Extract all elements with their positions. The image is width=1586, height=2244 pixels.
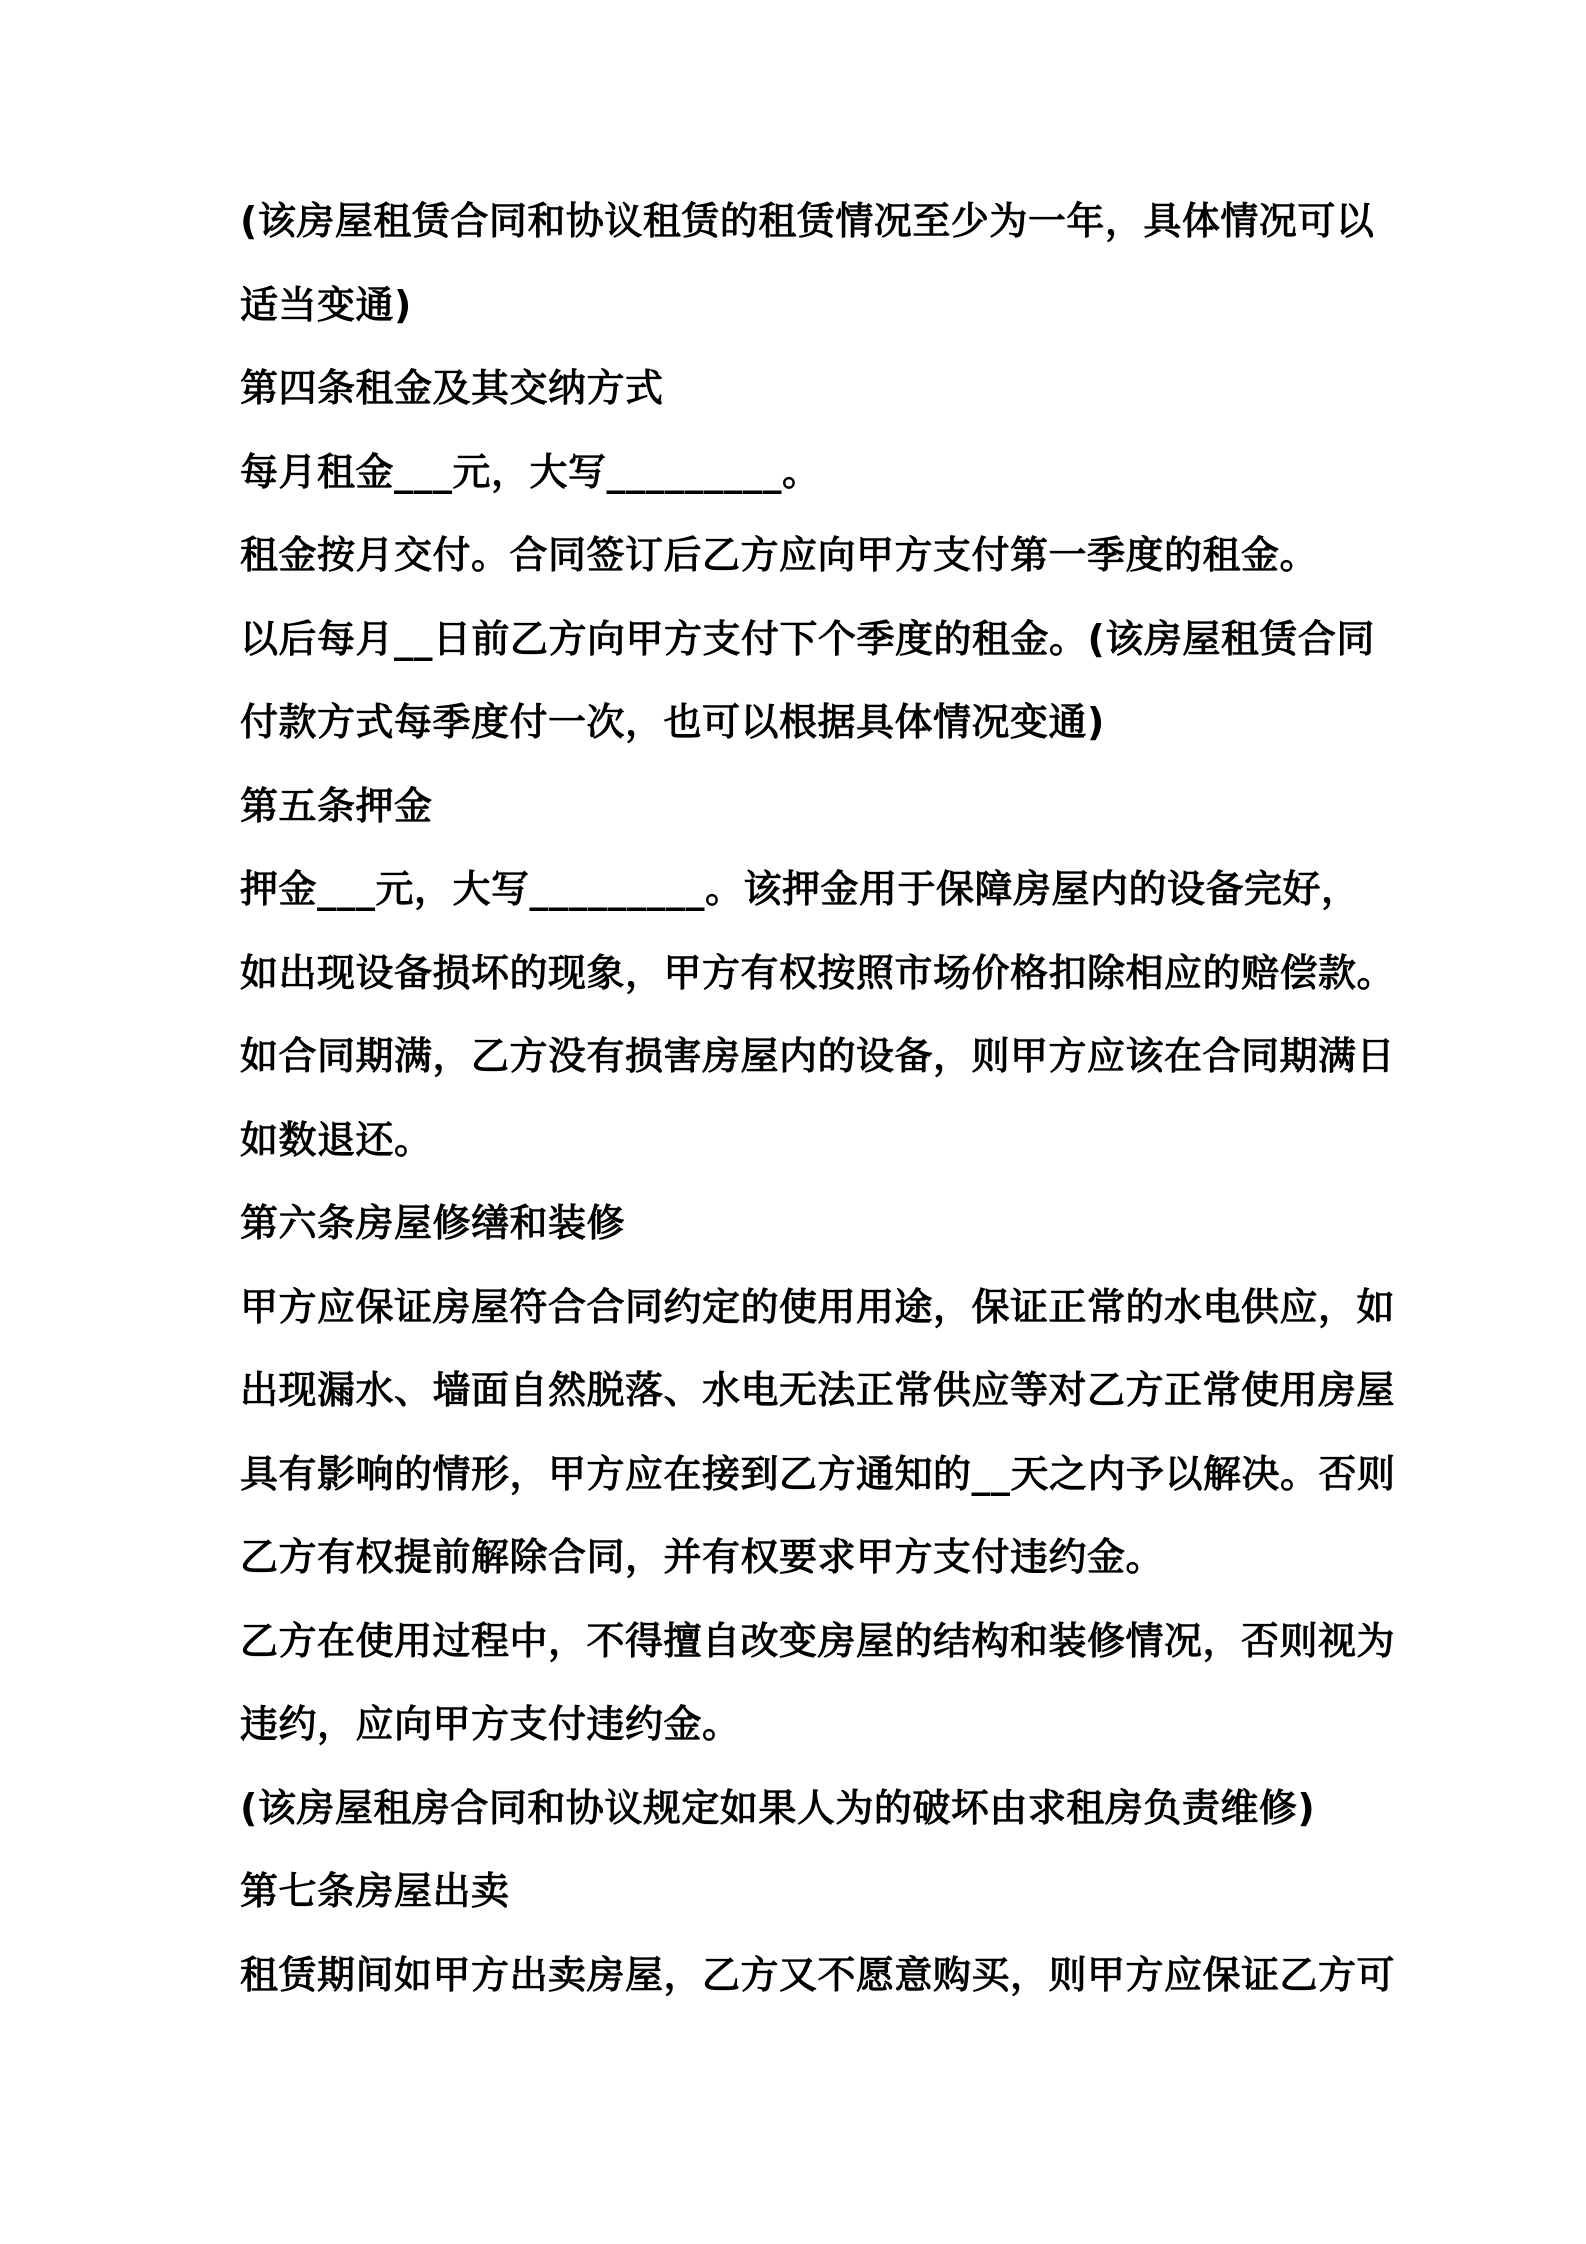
paragraph-line: 每月租金___元，大写_________。 [240,449,821,494]
paragraph-line: (该房屋租房合同和协议规定如果人为的破坏由求租房负责维修) [240,1785,1316,1830]
clause-heading: 第四条租金及其交纳方式 [240,366,664,410]
paragraph-line: 违约，应向甲方支付违约金。 [240,1702,741,1746]
paragraph-line: 具有影响的情形，甲方应在接到乙方通知的__天之内予以解决。否则 [240,1451,1396,1496]
paragraph-line: 付款方式每季度付一次，也可以根据具体情况变通) [240,700,1105,744]
paragraph-line: 以后每月__日前乙方向甲方支付下个季度的租金。(该房屋租赁合同 [240,616,1375,661]
clause-heading: 第六条房屋修缮和装修 [240,1201,626,1245]
paragraph-line: 如出现设备损坏的现象，甲方有权按照市场价格扣除相应的赔偿款。 [240,950,1396,995]
paragraph-line: (该房屋租赁合同和协议租赁的租赁情况至少为一年，具体情况可以 [240,199,1375,243]
contract-text-block [240,180,1450,2017]
paragraph-line: 乙方有权提前解除合同，并有权要求甲方支付违约金。 [240,1535,1165,1579]
paragraph-line: 出现漏水、墙面自然脱落、水电无法正常供应等对乙方正常使用房屋 [240,1368,1396,1412]
paragraph-line: 如合同期满，乙方没有损害房屋内的设备，则甲方应该在合同期满日 [240,1034,1396,1078]
clause-heading: 第五条押金 [240,783,433,828]
paragraph-line: 租赁期间如甲方出卖房屋，乙方又不愿意购买，则甲方应保证乙方可 [240,1952,1396,1997]
paragraph-line: 押金___元，大写_________。该押金用于保障房屋内的设备完好， [240,867,1360,911]
paragraph-line: 如数退还。 [240,1117,433,1162]
paragraph-line: 乙方在使用过程中，不得擅自改变房屋的结构和装修情况，否则视为 [240,1618,1396,1663]
paragraph-line: 适当变通) [240,282,412,327]
clause-heading: 第七条房屋出卖 [240,1869,510,1913]
paragraph-line: 甲方应保证房屋符合合同约定的使用用途，保证正常的水电供应，如 [240,1284,1396,1329]
paragraph-line: 租金按月交付。合同签订后乙方应向甲方支付第一季度的租金。 [240,533,1319,577]
